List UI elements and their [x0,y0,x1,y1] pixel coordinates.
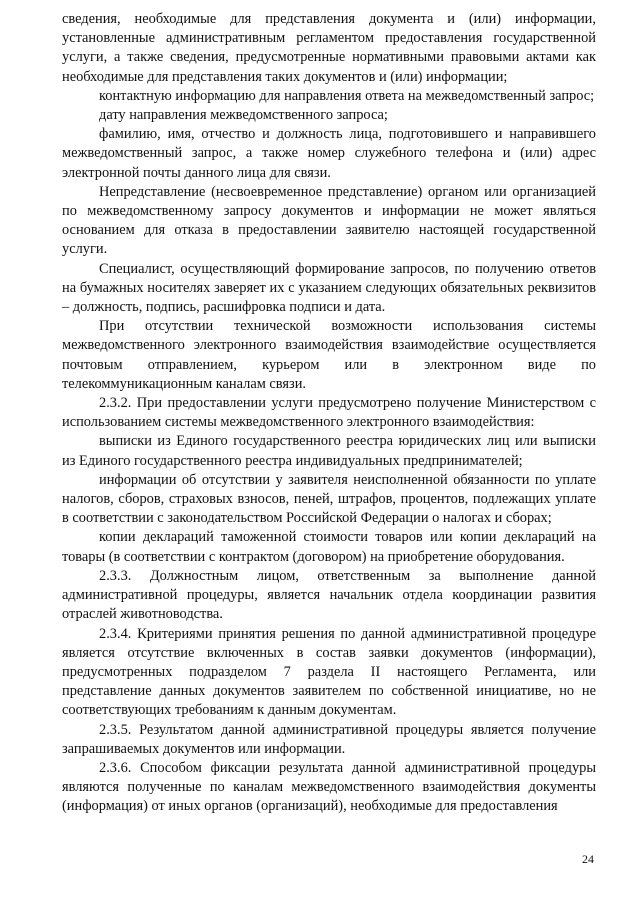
document-body [62,10,596,817]
paragraph: выписки из Единого государственного реестра юридических лиц или выписки из Единого государственного реестра индивидуальных предпринимателей; [62,433,596,469]
section-2-3-3: 2.3.3. Должностным лицом, ответственным за выполнение данной административной процедуры, является начальник отдела координации развития отраслей животноводства. [62,567,596,623]
section-2-3-4: 2.3.4. Критериями принятия решения по данной административной процедуре является отсутствие включенных в состав заявки документов (информации), предусмотренных подразделом 7 раздела II настоящего Регламента, или представление данных документов заявителем по собственной инициативе, но не соответствующих требованиям к данным документам. [62,625,596,719]
section-2-3-5: 2.3.5. Результатом данной административной процедуры является получение запрашиваемых документов или информации. [62,721,596,757]
page-number: 24 [582,852,594,866]
paragraph: Специалист, осуществляющий формирование запросов, по получению ответов на бумажных носителях заверяет их с указанием следующих обязательных реквизитов – должность, подпись, расшифровка подписи и дата. [62,260,596,316]
paragraph: дату направления межведомственного запроса; [99,107,388,124]
paragraph: контактную информацию для направления ответа на межведомственный запрос; [99,87,595,104]
section-2-3-6: 2.3.6. Способом фиксации результата данной административной процедуры являются полученные по каналам межведомственного взаимодействия документы (информация) от иных органов (организаций), необходимые для предоставления [62,759,596,815]
paragraph: копии деклараций таможенной стоимости товаров или копии деклараций на товары (в соответствии с контрактом (договором) на приобретение оборудования. [62,529,596,565]
paragraph: информации об отсутствии у заявителя неисполненной обязанности по уплате налогов, сборов, страховых взносов, пеней, штрафов, процентов, подлежащих уплате в соответствии с законодательством Российской Федерации о налогах и сборах; [62,471,596,527]
paragraph: При отсутствии технической возможности использования системы межведомственного электронного взаимодействия взаимодействие осуществляется почтовым отправлением, курьером или в электронном виде по телекоммуникационным каналам связи. [62,318,596,392]
paragraph: сведения, необходимые для представления документа и (или) информации, установленные административным регламентом предоставления государственной услуги, а также сведения, предусмотренные нормативными правовыми актами как необходимые для представления таких документов и (или) информации; [62,11,596,85]
section-2-3-2: 2.3.2. При предоставлении услуги предусмотрено получение Министерством с использованием системы межведомственного электронного взаимодействия: [62,395,596,431]
paragraph: Непредставление (несвоевременное представление) органом или организацией по межведомственному запросу документов и информации не может являться основанием для отказа в предоставлении заявителю настоящей государственной услуги. [62,183,596,258]
paragraph: фамилию, имя, отчество и должность лица, подготовившего и направившего межведомственный запрос, а также номер служебного телефона и (или) адрес электронной почты данного лица для связи. [62,126,596,181]
